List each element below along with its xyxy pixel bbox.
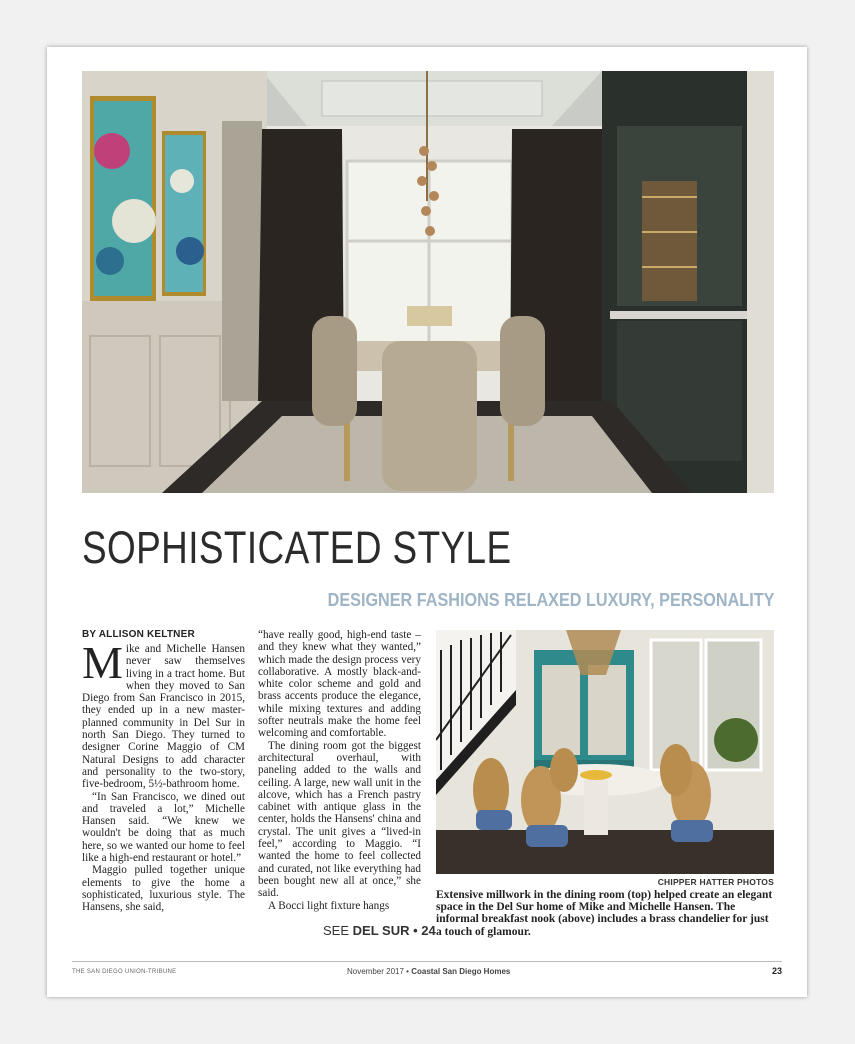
headline: SOPHISTICATED STYLE <box>82 522 512 573</box>
drop-cap: M <box>82 637 123 688</box>
paragraph-1-text: ike and Michelle Hansen never saw themselves living in a tract home. But when they moved to San Diego from San Francisco in 2015, they ended up in a new master-planned community in Del Sur in north San Diego. They turned to designer Corine Maggio of CM Natural Designs to add character and personality to the two-story, five-bedroom, 5½-bathroom home. <box>82 643 245 791</box>
footer-date: November 2017 <box>347 967 404 976</box>
breakfast-nook-illustration <box>436 630 774 874</box>
paragraph-6: A Bocci light fixture hangs <box>268 899 390 912</box>
subheadline: DESIGNER FASHIONS RELAXED LUXURY, PERSONALITY <box>327 590 774 610</box>
dining-room-photo <box>82 71 774 493</box>
paragraph-1 <box>82 637 245 791</box>
footer-publication: THE SAN DIEGO UNION-TRIBUNE <box>72 969 177 975</box>
paragraph-4: “have really good, high-end taste – and they knew what they wanted,” which made the design process very collaborative. A mostly black-and-white color scheme and gold and brass accents produce the elegance, while mixing textures and adding softer neutrals make the home feel welcoming and comfortable. <box>258 629 421 740</box>
paragraph-2: “In San Francisco, we dined out and traveled a lot,” Michelle Hansen said. “We knew we wouldn't be doing that as much here, so we wanted our home to feel like a high-end restaurant or hotel.” <box>82 790 245 865</box>
jump-see: SEE <box>323 923 350 938</box>
dining-room-illustration <box>82 71 774 493</box>
footer-divider <box>72 961 782 962</box>
footer-section-bold: Coastal <box>411 967 441 976</box>
page-number: 23 <box>771 966 782 976</box>
photo-caption: Extensive millwork in the dining room (top) helped create an elegant space in the Del Sur home of Mike and Michelle Hansen. The informal breakfast nook (above) includes a brass chandelier for just a touch of glamour. <box>436 889 773 938</box>
breakfast-nook-photo <box>436 630 774 874</box>
footer-section: San Diego Homes <box>442 967 511 976</box>
paragraph-5: The dining room got the biggest architectural overhaul, with paneling added to the walls and ceiling. A large, new wall unit in the alcove, which has a French pastry cabinet with antique glass in the center, holds the Hansens' china and crystal. The unit gives a “lived-in feel,” according to Maggio. “I wanted the home to feel collected and curated, not like everything had been bought new all at once,” she said. <box>258 739 421 900</box>
jump-target: DEL SUR • 24 <box>352 923 436 938</box>
jump-reference <box>323 923 436 938</box>
footer-bullet: • <box>406 967 409 976</box>
footer-issue <box>347 967 510 976</box>
article-column-1 <box>82 637 245 914</box>
magazine-page <box>47 47 807 997</box>
byline: BY ALLISON KELTNER <box>82 629 195 640</box>
paragraph-3: Maggio pulled together unique elements to give the home a sophisticated, luxurious style. The Hansens, she said, <box>82 864 245 914</box>
photo-credit: CHIPPER HATTER PHOTOS <box>657 877 774 887</box>
article-column-2 <box>258 629 421 912</box>
